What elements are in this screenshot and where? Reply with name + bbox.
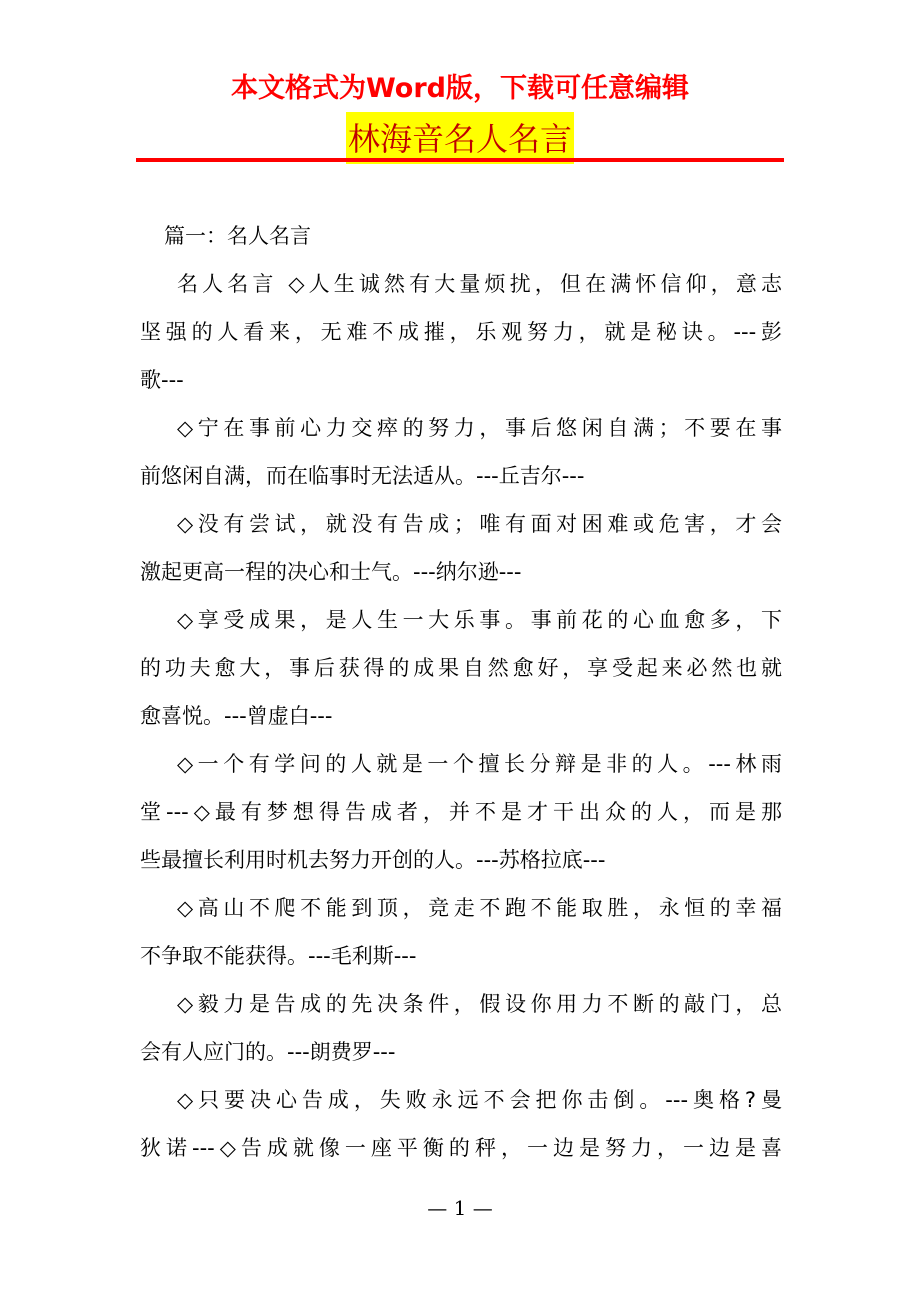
paragraph-line: ◇高山不爬不能到顶，竞走不跑不能取胜，永恒的幸福 — [177, 896, 782, 920]
paragraph-line: 堂---◇最有梦想得告成者，并不是才干出众的人，而是那 — [140, 800, 782, 824]
paragraph-line: 不争取不能获得。---毛利斯--- — [140, 944, 417, 968]
document-body — [140, 216, 782, 1176]
paragraph-line: 会有人应门的。---朗费罗--- — [140, 1040, 396, 1064]
paragraph-line: 歌--- — [140, 368, 184, 392]
paragraph-line: 的功夫愈大，事后获得的成果自然愈好，享受起来必然也就 — [140, 656, 782, 680]
paragraph-line: 前悠闲自满，而在临事时无法适从。---丘吉尔--- — [140, 464, 585, 488]
paragraph — [140, 1080, 782, 1176]
title-divider — [136, 158, 784, 162]
paragraph-line: 名人名言 ◇人生诚然有大量烦扰，但在满怀信仰，意志 — [177, 272, 782, 296]
paragraph — [140, 888, 782, 984]
paragraph-line: ◇没有尝试，就没有告成；唯有面对困难或危害，才会 — [177, 512, 782, 536]
paragraph — [140, 504, 782, 600]
paragraph — [140, 408, 782, 504]
paragraph — [140, 984, 782, 1080]
paragraph-line: 激起更高一程的决心和士气。---纳尔逊--- — [140, 560, 522, 584]
paragraph-line: 些最擅长利用时机去努力开创的人。---苏格拉底--- — [140, 848, 606, 872]
paragraph-line: ◇只要决心告成，失败永远不会把你击倒。---奥格?曼 — [177, 1088, 782, 1112]
paragraph-line: 愈喜悦。---曾虚白--- — [140, 704, 333, 728]
document-title: 林海音名人名言 — [346, 112, 574, 164]
paragraph-line: ◇宁在事前心力交瘁的努力，事后悠闲自满；不要在事 — [177, 416, 782, 440]
paragraph-line: ◇毅力是告成的先决条件，假设你用力不断的敲门，总 — [177, 992, 782, 1016]
format-notice: 本文格式为Word版，下载可任意编辑 — [230, 73, 689, 104]
paragraph-line: ◇享受成果，是人生一大乐事。事前花的心血愈多，下 — [177, 608, 782, 632]
paragraph-line: ◇一个有学问的人就是一个擅长分辩是非的人。---林雨 — [177, 752, 782, 776]
section-heading: 篇一：名人名言 — [164, 224, 311, 248]
paragraph — [140, 264, 782, 408]
paragraph-line: 坚强的人看来，无难不成摧，乐观努力，就是秘诀。---彭 — [140, 320, 782, 344]
paragraph-line: 狄诺---◇告成就像一座平衡的秤，一边是努力，一边是喜 — [140, 1136, 782, 1160]
paragraph — [140, 744, 782, 888]
page-number: — 1 — — [427, 1196, 493, 1220]
paragraph — [140, 600, 782, 744]
